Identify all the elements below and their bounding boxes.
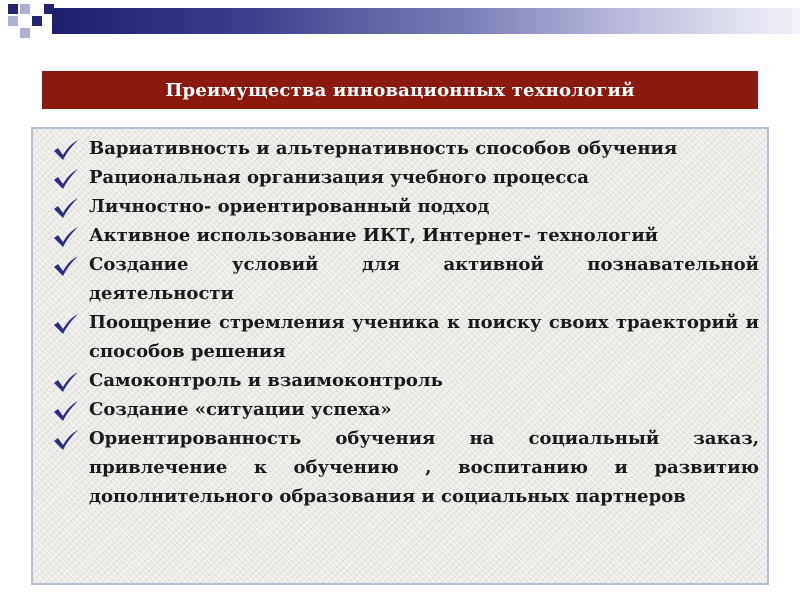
check-mark-icon: [53, 226, 79, 248]
list-item: [53, 250, 759, 308]
check-mark-icon: [53, 429, 79, 451]
check-mark-icon: [53, 313, 79, 335]
slide-title: Преимущества инновационных технологий: [42, 71, 758, 109]
check-mark-icon: [53, 197, 79, 219]
check-mark-icon: [53, 139, 79, 161]
list-item-text: Рациональная организация учебного процесса: [89, 167, 589, 188]
list-item-text: Ориентированность обучения на социальный заказ, привлечение к обучению , воспитанию и развитию дополнительного образования и социальных партнеров: [89, 428, 759, 507]
list-item-text: Поощрение стремления ученика к поиску своих траекторий и способов решения: [89, 312, 759, 362]
top-gradient-strip: [52, 8, 800, 34]
decor-square: [44, 4, 54, 14]
list-item: [53, 192, 759, 221]
list-item: [53, 395, 759, 424]
decor-square: [32, 16, 42, 26]
list-item: [53, 366, 759, 395]
list-item: [53, 424, 759, 511]
list-item-text: Вариативность и альтернативность способов обучения: [89, 138, 678, 159]
list-item: [53, 134, 759, 163]
content-box: [31, 127, 769, 585]
check-mark-icon: [53, 400, 79, 422]
decor-square: [20, 28, 30, 38]
list-item: [53, 221, 759, 250]
benefits-list: [53, 134, 759, 511]
list-item-text: Создание условий для активной познавательной деятельности: [89, 254, 759, 304]
decor-square: [8, 4, 18, 14]
check-mark-icon: [53, 255, 79, 277]
list-item-text: Создание «ситуации успеха»: [89, 399, 392, 420]
list-item-text: Активное использование ИКТ, Интернет- технологий: [89, 225, 659, 246]
list-item: [53, 308, 759, 366]
list-item-text: Личностно- ориентированный подход: [89, 196, 490, 217]
list-item: [53, 163, 759, 192]
list-item-text: Самоконтроль и взаимоконтроль: [89, 370, 443, 391]
decor-square: [20, 4, 30, 14]
check-mark-icon: [53, 371, 79, 393]
top-decorative-bar: [0, 0, 800, 40]
decor-square: [8, 16, 18, 26]
check-mark-icon: [53, 168, 79, 190]
